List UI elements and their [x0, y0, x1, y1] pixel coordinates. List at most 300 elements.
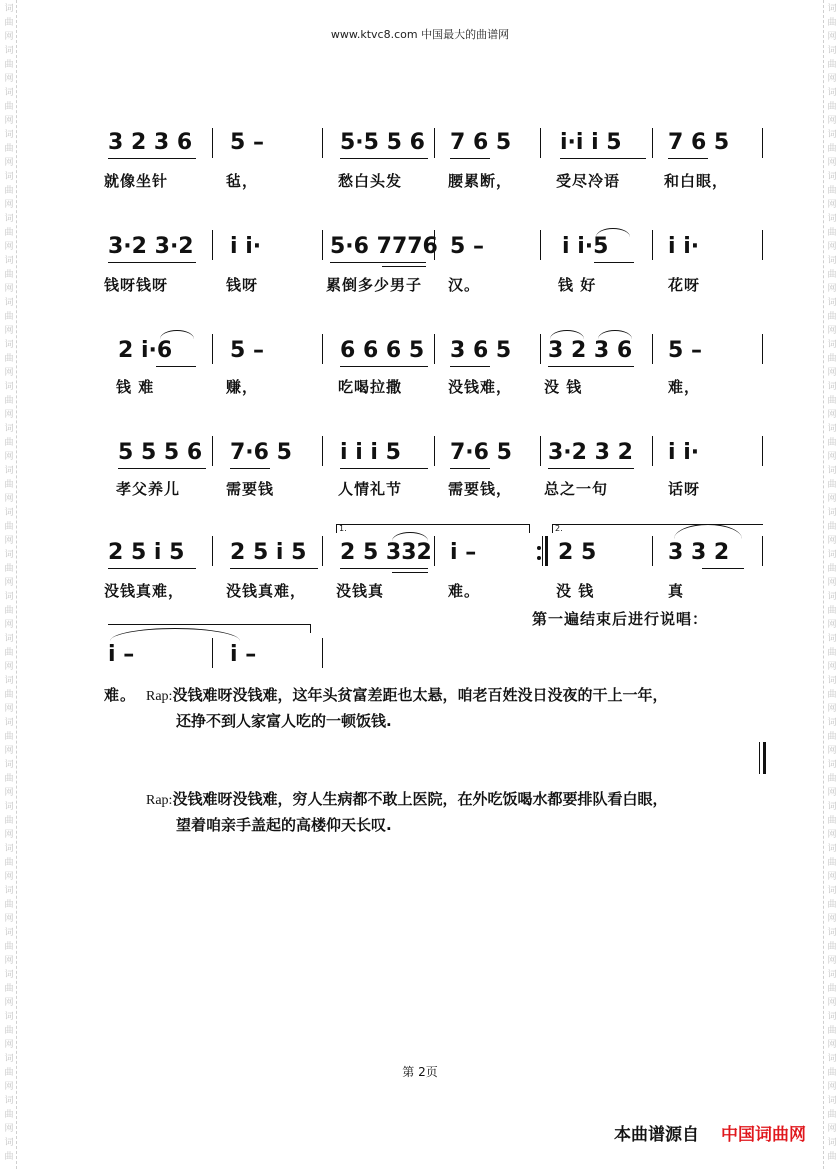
underline	[450, 366, 490, 367]
underline	[118, 468, 206, 469]
watermark-glyph: 词	[4, 928, 14, 938]
measure: 6 6 6 5	[340, 338, 425, 363]
underline	[230, 468, 270, 469]
underline	[560, 158, 646, 159]
measure: 2 5 i 5	[230, 540, 307, 565]
slur	[598, 330, 632, 339]
watermark-glyph: 网	[827, 956, 837, 966]
watermark-glyph: 网	[827, 1124, 837, 1134]
watermark-glyph: 词	[827, 88, 837, 98]
barline	[652, 230, 653, 260]
lyric: 受尽冷语	[556, 172, 621, 190]
watermark-glyph: 词	[827, 802, 837, 812]
watermark-glyph: 曲	[827, 774, 837, 784]
watermark-glyph: 网	[4, 620, 14, 630]
rap-text: 没钱难呀没钱难，穷人生病都不敢上医院，在外吃饭喝水都要排队看白眼，	[172, 790, 668, 808]
watermark-glyph: 曲	[4, 270, 14, 280]
watermark-glyph: 词	[827, 4, 837, 14]
measure: 3 6 5	[450, 338, 512, 363]
slur	[596, 228, 630, 237]
watermark-glyph: 曲	[827, 312, 837, 322]
watermark-glyph: 网	[4, 536, 14, 546]
lyric: 真	[668, 582, 685, 600]
watermark-glyph: 词	[4, 466, 14, 476]
watermark-glyph: 网	[827, 578, 837, 588]
watermark-glyph: 网	[827, 998, 837, 1008]
watermark-glyph: 曲	[4, 690, 14, 700]
underline	[668, 158, 708, 159]
measure: 2 5 i 5	[108, 540, 185, 565]
watermark-glyph: 曲	[4, 606, 14, 616]
watermark-glyph: 曲	[4, 480, 14, 490]
watermark-glyph: 词	[827, 550, 837, 560]
underline	[548, 366, 634, 367]
lyric: 花呀	[668, 276, 701, 294]
watermark-glyph: 曲	[4, 732, 14, 742]
barline	[322, 334, 323, 364]
watermark-glyph: 词	[827, 130, 837, 140]
rap-label: Rap:	[146, 793, 173, 808]
barline	[652, 436, 653, 466]
lyric: 需要钱，	[448, 480, 513, 498]
underline	[340, 568, 428, 569]
measure: 2 i·6	[118, 338, 173, 363]
watermark-glyph: 曲	[827, 900, 837, 910]
watermark-glyph: 曲	[827, 1068, 837, 1078]
watermark-glyph: 词	[827, 382, 837, 392]
watermark-glyph: 曲	[4, 186, 14, 196]
measure: i –	[450, 540, 477, 565]
watermark-glyph: 网	[4, 704, 14, 714]
watermark-glyph: 词	[827, 298, 837, 308]
watermark-glyph: 词	[827, 718, 837, 728]
watermark-glyph: 词	[4, 382, 14, 392]
watermark-glyph: 曲	[827, 480, 837, 490]
watermark-glyph: 曲	[827, 732, 837, 742]
watermark-glyph: 网	[827, 704, 837, 714]
watermark-glyph: 词	[4, 256, 14, 266]
watermark-glyph: 词	[4, 46, 14, 56]
lyric: 难，	[668, 378, 701, 396]
footer-credit	[614, 1120, 806, 1145]
watermark-glyph: 网	[827, 1040, 837, 1050]
watermark-glyph: 网	[827, 74, 837, 84]
watermark-glyph: 曲	[4, 1152, 14, 1162]
lyric: 和白眼，	[664, 172, 729, 190]
repeat-barline-thick	[545, 536, 548, 566]
watermark-glyph: 词	[4, 802, 14, 812]
measure: 2 5	[558, 540, 597, 565]
watermark-glyph: 曲	[4, 648, 14, 658]
underline	[108, 158, 196, 159]
watermark-glyph: 曲	[827, 102, 837, 112]
watermark-glyph: 网	[827, 662, 837, 672]
barline	[762, 436, 763, 466]
lyric: 钱呀钱呀	[104, 276, 169, 294]
barline	[322, 128, 323, 158]
rap-1-line-2: 还挣不到人家富人吃的一顿饭钱.	[176, 712, 392, 730]
barline	[434, 128, 435, 158]
watermark-glyph: 网	[4, 1040, 14, 1050]
lyric: 累倒多少男子	[326, 276, 423, 294]
measure: i i·	[230, 234, 262, 259]
watermark-glyph: 网	[4, 914, 14, 924]
watermark-glyph: 词	[4, 88, 14, 98]
watermark-glyph: 词	[827, 424, 837, 434]
watermark-glyph: 词	[827, 970, 837, 980]
watermark-glyph: 曲	[827, 858, 837, 868]
watermark-glyph: 网	[827, 116, 837, 126]
watermark-glyph: 网	[827, 494, 837, 504]
measure: 5·5 5 6	[340, 130, 425, 155]
watermark-glyph: 词	[4, 508, 14, 518]
rap-1-line-1	[146, 684, 667, 705]
lyric: 总之一句	[544, 480, 609, 498]
watermark-glyph: 网	[4, 116, 14, 126]
underline	[340, 158, 428, 159]
underline	[108, 568, 196, 569]
rap-text: 没钱难呀没钱难，这年头贫富差距也太悬，咱老百姓没日没夜的干上一年，	[172, 686, 668, 704]
measure: i i·	[668, 234, 700, 259]
watermark-glyph: 网	[827, 368, 837, 378]
underline	[450, 158, 490, 159]
watermark-glyph: 网	[827, 452, 837, 462]
watermark-glyph: 曲	[4, 942, 14, 952]
watermark-glyph: 曲	[827, 144, 837, 154]
underline	[392, 572, 428, 573]
watermark-glyph: 词	[827, 1054, 837, 1064]
watermark-glyph: 词	[827, 592, 837, 602]
watermark-glyph: 词	[4, 340, 14, 350]
slur	[160, 330, 194, 339]
watermark-glyph: 词	[827, 928, 837, 938]
underline	[340, 468, 428, 469]
repeat-barline	[542, 536, 543, 566]
measure: 5·6 7776	[330, 234, 438, 259]
watermark-glyph: 曲	[4, 396, 14, 406]
lyric: 孝父养儿	[116, 480, 181, 498]
watermark-glyph: 词	[4, 424, 14, 434]
watermark-glyph: 网	[827, 536, 837, 546]
barline	[540, 436, 541, 466]
watermark-glyph: 曲	[4, 102, 14, 112]
watermark-glyph: 词	[4, 298, 14, 308]
underline	[340, 366, 428, 367]
watermark-glyph: 词	[827, 172, 837, 182]
watermark-glyph: 网	[4, 158, 14, 168]
watermark-glyph: 曲	[4, 900, 14, 910]
watermark-glyph: 曲	[827, 648, 837, 658]
measure: i i i 5	[340, 440, 401, 465]
barline	[434, 436, 435, 466]
watermark-glyph: 网	[4, 1082, 14, 1092]
watermark-glyph: 网	[4, 998, 14, 1008]
watermark-glyph: 词	[827, 1012, 837, 1022]
measure: 5 5 5 6	[118, 440, 203, 465]
measure: 2 5 332	[340, 540, 432, 565]
watermark-glyph: 词	[827, 46, 837, 56]
rap-2-line-2: 望着咱亲手盖起的高楼仰天长叹.	[176, 816, 392, 834]
watermark-glyph: 曲	[4, 438, 14, 448]
watermark-glyph: 网	[4, 956, 14, 966]
watermark-glyph: 词	[4, 844, 14, 854]
measure: i·i i 5	[560, 130, 622, 155]
watermark-glyph: 词	[827, 214, 837, 224]
watermark-glyph: 曲	[4, 354, 14, 364]
watermark-glyph: 词	[4, 214, 14, 224]
barline	[212, 230, 213, 260]
measure: i –	[108, 642, 135, 667]
watermark-glyph: 词	[4, 676, 14, 686]
lyric: 钱 好	[558, 276, 597, 294]
barline	[212, 436, 213, 466]
lyric: 钱 难	[116, 378, 155, 396]
underline	[230, 568, 318, 569]
measure: 7 6 5	[668, 130, 730, 155]
watermark-glyph: 曲	[827, 270, 837, 280]
lyric: 腰累断，	[448, 172, 513, 190]
watermark-glyph: 网	[4, 830, 14, 840]
watermark-glyph: 网	[4, 410, 14, 420]
lyric: 人情礼节	[338, 480, 403, 498]
rap-label: Rap:	[146, 689, 173, 704]
watermark-glyph: 网	[4, 578, 14, 588]
measure: 3 3 2	[668, 540, 730, 565]
watermark-glyph: 曲	[827, 1152, 837, 1162]
barline	[212, 128, 213, 158]
measure: 3·2 3·2	[108, 234, 194, 259]
watermark-glyph: 网	[827, 788, 837, 798]
watermark-glyph: 曲	[827, 396, 837, 406]
watermark-glyph: 曲	[4, 1068, 14, 1078]
lyric: 没 钱	[556, 582, 595, 600]
watermark-glyph: 网	[827, 32, 837, 42]
watermark-glyph: 曲	[4, 858, 14, 868]
watermark-glyph: 网	[4, 872, 14, 882]
watermark-glyph: 网	[827, 410, 837, 420]
watermark-glyph: 曲	[827, 564, 837, 574]
watermark-glyph: 词	[4, 970, 14, 980]
watermark-glyph: 网	[827, 830, 837, 840]
watermark-glyph: 网	[4, 32, 14, 42]
watermark-glyph: 曲	[827, 606, 837, 616]
watermark-glyph: 网	[4, 452, 14, 462]
barline	[434, 536, 435, 566]
watermark-glyph: 词	[827, 1138, 837, 1148]
slur	[550, 330, 584, 339]
final-barline-thick	[763, 742, 766, 774]
measure: 7 6 5	[450, 130, 512, 155]
volta-bracket-1	[336, 524, 530, 533]
lyric: 愁白头发	[338, 172, 403, 190]
watermark-glyph: 网	[827, 326, 837, 336]
watermark-glyph: 词	[4, 130, 14, 140]
final-barline	[759, 742, 760, 774]
watermark-glyph: 曲	[4, 228, 14, 238]
watermark-glyph: 词	[827, 676, 837, 686]
watermark-glyph: 曲	[827, 186, 837, 196]
volta-number-2: 2.	[555, 524, 563, 533]
watermark-glyph: 网	[4, 368, 14, 378]
watermark-glyph: 网	[4, 494, 14, 504]
watermark-glyph: 曲	[4, 18, 14, 28]
lyric: 钱呀	[226, 276, 259, 294]
rap-2-line-1	[146, 788, 667, 809]
watermark-glyph: 网	[4, 746, 14, 756]
watermark-glyph: 词	[827, 760, 837, 770]
underline	[594, 262, 634, 263]
measure: 3 2 3 6	[548, 338, 633, 363]
watermark-glyph: 词	[4, 592, 14, 602]
barline	[322, 436, 323, 466]
measure: 7·6 5	[450, 440, 512, 465]
watermark-glyph: 网	[827, 872, 837, 882]
watermark-glyph: 网	[827, 746, 837, 756]
watermark-glyph: 曲	[827, 816, 837, 826]
barline	[322, 536, 323, 566]
barline	[322, 638, 323, 668]
watermark-glyph: 词	[4, 886, 14, 896]
watermark-glyph: 词	[4, 172, 14, 182]
underline	[450, 468, 490, 469]
repeat-dot	[537, 546, 541, 550]
watermark-glyph: 曲	[827, 228, 837, 238]
site-header: www.ktvc8.com 中国最大的曲谱网	[330, 28, 510, 41]
watermark-glyph: 网	[827, 284, 837, 294]
underline	[702, 568, 744, 569]
measure: i i·5	[562, 234, 609, 259]
barline	[322, 230, 323, 260]
footer-brand: 中国词曲网	[721, 1125, 806, 1145]
lyric: 就像坐针	[104, 172, 169, 190]
lyric: 没 钱	[544, 378, 583, 396]
watermark-glyph: 曲	[827, 438, 837, 448]
barline	[540, 334, 541, 364]
watermark-glyph: 词	[4, 634, 14, 644]
lyric: 难。	[448, 582, 481, 600]
watermark-glyph: 词	[827, 886, 837, 896]
watermark-glyph: 词	[827, 1096, 837, 1106]
lyric: 话呀	[668, 480, 701, 498]
watermark-glyph: 词	[827, 466, 837, 476]
watermark-glyph: 曲	[827, 522, 837, 532]
measure: 5 –	[668, 338, 702, 363]
watermark-glyph: 词	[4, 760, 14, 770]
barline	[762, 536, 763, 566]
watermark-glyph: 曲	[827, 942, 837, 952]
barline	[652, 128, 653, 158]
lyric: 需要钱	[226, 480, 275, 498]
watermark-glyph: 曲	[4, 984, 14, 994]
watermark-glyph: 曲	[827, 60, 837, 70]
watermark-glyph: 曲	[827, 1026, 837, 1036]
watermark-glyph: 网	[4, 326, 14, 336]
watermark-glyph: 曲	[827, 354, 837, 364]
barline	[212, 334, 213, 364]
watermark-glyph: 词	[827, 844, 837, 854]
watermark-glyph: 曲	[827, 690, 837, 700]
watermark-glyph: 网	[827, 1082, 837, 1092]
volta-number-1: 1.	[339, 524, 347, 533]
lyric: 毡，	[226, 172, 259, 190]
lyric: 赚，	[226, 378, 259, 396]
watermark-glyph: 网	[4, 200, 14, 210]
measure: 5 –	[230, 130, 264, 155]
barline	[762, 128, 763, 158]
watermark-glyph: 词	[4, 4, 14, 14]
watermark-glyph: 词	[827, 634, 837, 644]
lyric: 没钱真难，	[226, 582, 307, 600]
barline	[434, 334, 435, 364]
watermark-glyph: 词	[827, 340, 837, 350]
lyric: 没钱真	[336, 582, 385, 600]
watermark-glyph: 网	[4, 788, 14, 798]
watermark-glyph: 词	[4, 1138, 14, 1148]
watermark-glyph: 曲	[827, 984, 837, 994]
watermark-glyph: 曲	[4, 522, 14, 532]
watermark-glyph: 网	[827, 242, 837, 252]
watermark-glyph: 曲	[827, 1110, 837, 1120]
watermark-glyph: 网	[827, 200, 837, 210]
watermark-glyph: 网	[827, 914, 837, 924]
underline	[548, 468, 634, 469]
repeat-dot	[537, 556, 541, 560]
watermark-glyph: 曲	[4, 816, 14, 826]
measure: 3 2 3 6	[108, 130, 193, 155]
watermark-glyph: 网	[4, 662, 14, 672]
underline	[156, 366, 196, 367]
watermark-glyph: 网	[827, 620, 837, 630]
watermark-glyph: 词	[4, 1096, 14, 1106]
lyric: 难。	[104, 686, 137, 704]
measure: 5 –	[450, 234, 484, 259]
watermark-glyph: 词	[827, 256, 837, 266]
watermark-glyph: 曲	[4, 1026, 14, 1036]
watermark-glyph: 曲	[4, 60, 14, 70]
measure: 7·6 5	[230, 440, 292, 465]
barline	[652, 334, 653, 364]
underline	[108, 262, 196, 263]
underline	[330, 262, 426, 263]
barline	[434, 230, 435, 260]
watermark-glyph: 曲	[4, 1110, 14, 1120]
watermark-glyph: 网	[4, 284, 14, 294]
watermark-glyph: 曲	[827, 18, 837, 28]
watermark-glyph: 曲	[4, 144, 14, 154]
watermark-glyph: 网	[4, 242, 14, 252]
measure: i –	[230, 642, 257, 667]
barline	[762, 230, 763, 260]
lyric: 没钱难，	[448, 378, 513, 396]
barline	[762, 334, 763, 364]
watermark-glyph: 词	[4, 718, 14, 728]
watermark-glyph: 曲	[4, 564, 14, 574]
lyric: 吃喝拉撒	[338, 378, 403, 396]
page-number: 第 2页	[402, 1065, 438, 1079]
measure: 5 –	[230, 338, 264, 363]
slur	[392, 532, 428, 541]
barline	[212, 638, 213, 668]
watermark-glyph: 网	[4, 1124, 14, 1134]
watermark-glyph: 词	[4, 1054, 14, 1064]
barline	[540, 128, 541, 158]
lyric: 没钱真难，	[104, 582, 185, 600]
performance-note: 第一遍结束后进行说唱：	[532, 610, 709, 628]
measure: i i·	[668, 440, 700, 465]
watermark-glyph: 网	[4, 74, 14, 84]
barline	[212, 536, 213, 566]
watermark-glyph: 曲	[4, 312, 14, 322]
